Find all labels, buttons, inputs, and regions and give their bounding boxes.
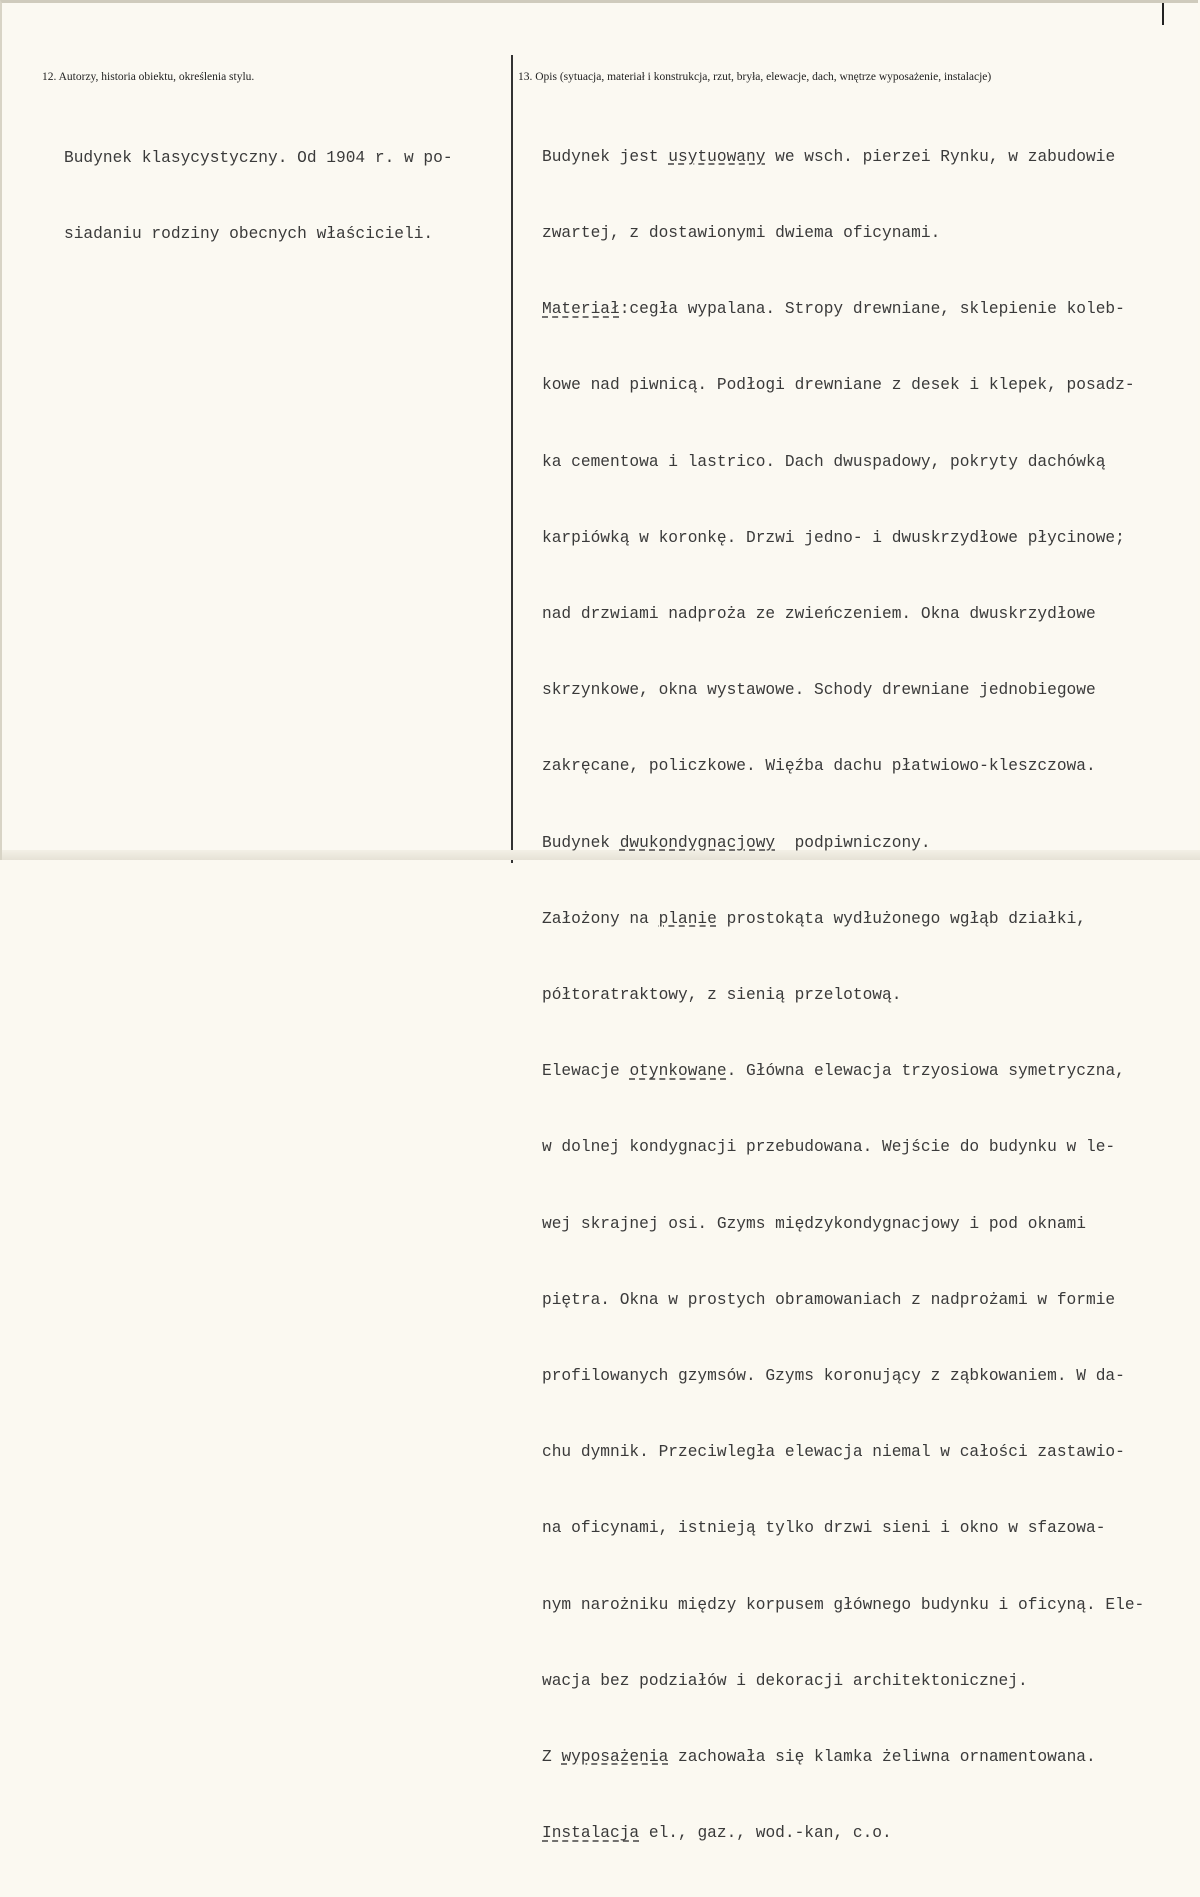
text-line-05: ka cementowa i lastrico. Dach dwuspadowy, pokryty dachówką	[542, 452, 1106, 471]
text-line-13	[542, 1059, 1144, 1084]
section-13-heading: 13. Opis (sytuacja, materiał i konstrukcja, rzut, bryła, elewacje, dach, wnętrze wyposażenie, instalacje)	[518, 71, 992, 83]
underlined-term: otynkowane	[629, 1062, 727, 1081]
text-line-10	[542, 831, 1144, 856]
text-fragment: . Główna elewacja trzyosiowa symetryczna,	[726, 1062, 1125, 1081]
text-line-06: karpiówką w koronkę. Drzwi jedno- i dwuskrzydłowe płycinowe;	[542, 528, 1125, 547]
text-line-03	[542, 297, 1144, 322]
text-fragment: Z	[542, 1748, 562, 1767]
text-fragment: prostokąta wydłużonego wgłąb działki,	[716, 909, 1087, 928]
text-line-09: zakręcane, policzkowe. Więźba dachu płatwiowo-kleszczowa.	[542, 757, 1096, 776]
text-line-17: profilowanych gzymsów. Gzyms koronujący z ząbkowaniem. W da-	[542, 1367, 1125, 1386]
text-fragment: Budynek jest	[542, 147, 669, 166]
text-line-08: skrzynkowe, okna wystawowe. Schody drewniane jednobiegowe	[542, 681, 1096, 700]
underlined-term: usytuowany	[668, 147, 766, 166]
section-12-line: siadaniu rodziny obecnych właścicieli.	[64, 225, 434, 244]
text-fragment: podpiwniczony.	[775, 833, 931, 852]
text-line-23	[542, 1821, 1144, 1846]
text-line-22	[542, 1745, 1144, 1770]
text-fragment: we wsch. pierzei Rynku, w zabudowie	[765, 147, 1116, 166]
text-fragment: Założony na	[542, 909, 659, 928]
text-line-18: chu dymnik. Przeciwległa elewacja niemal w całości zastawio-	[542, 1443, 1125, 1462]
underlined-term: wyposażenia	[561, 1748, 669, 1767]
corner-tick-mark	[1162, 3, 1164, 25]
underlined-term: Materiał	[542, 300, 620, 319]
text-fragment: :cegła wypalana. Stropy drewniane, sklepienie koleb-	[619, 300, 1125, 319]
text-line-12: półtoratraktowy, z sienią przelotową.	[542, 986, 902, 1005]
text-line-14: w dolnej kondygnacji przebudowana. Wejście do budynku w le-	[542, 1138, 1116, 1157]
column-divider	[511, 55, 513, 863]
text-fragment: Elewacje	[542, 1062, 630, 1081]
underlined-term: dwukondygnacjowy	[619, 833, 776, 852]
text-line-19: na oficynami, istnieją tylko drzwi sieni i okno w sfazowa-	[542, 1519, 1106, 1538]
section-13-text	[542, 94, 1144, 1897]
text-line-15: wej skrajnej osi. Gzyms międzykondygnacjowy i pod oknami	[542, 1214, 1086, 1233]
text-line-20: nym narożniku między korpusem głównego budynku i oficyną. Ele-	[542, 1595, 1145, 1614]
text-fragment: zachowała się klamka żeliwna ornamentowana.	[668, 1748, 1096, 1767]
section-12-text	[64, 95, 453, 298]
text-line-11	[542, 907, 1144, 932]
text-line-16: piętra. Okna w prostych obramowaniach z nadprożami w formie	[542, 1290, 1116, 1309]
section-12-line: Budynek klasycystyczny. Od 1904 r. w po-	[64, 148, 453, 167]
text-line-04: kowe nad piwnicą. Podłogi drewniane z desek i klepek, posadz-	[542, 376, 1135, 395]
text-line-02: zwartej, z dostawionymi dwiema oficynami.	[542, 224, 941, 243]
text-fragment: Budynek	[542, 833, 620, 852]
text-line-21: wacja bez podziałów i dekoracji architektonicznej.	[542, 1671, 1028, 1690]
text-line-07: nad drzwiami nadproża ze zwieńczeniem. Okna dwuskrzydłowe	[542, 605, 1096, 624]
section-12-heading: 12. Autorzy, historia obiektu, określenia stylu.	[42, 71, 255, 83]
text-line-01	[542, 145, 1144, 170]
underlined-term: Instalacja	[542, 1824, 640, 1843]
text-fragment: el., gaz., wod.-kan, c.o.	[639, 1824, 892, 1843]
underlined-term: planie	[658, 909, 717, 928]
